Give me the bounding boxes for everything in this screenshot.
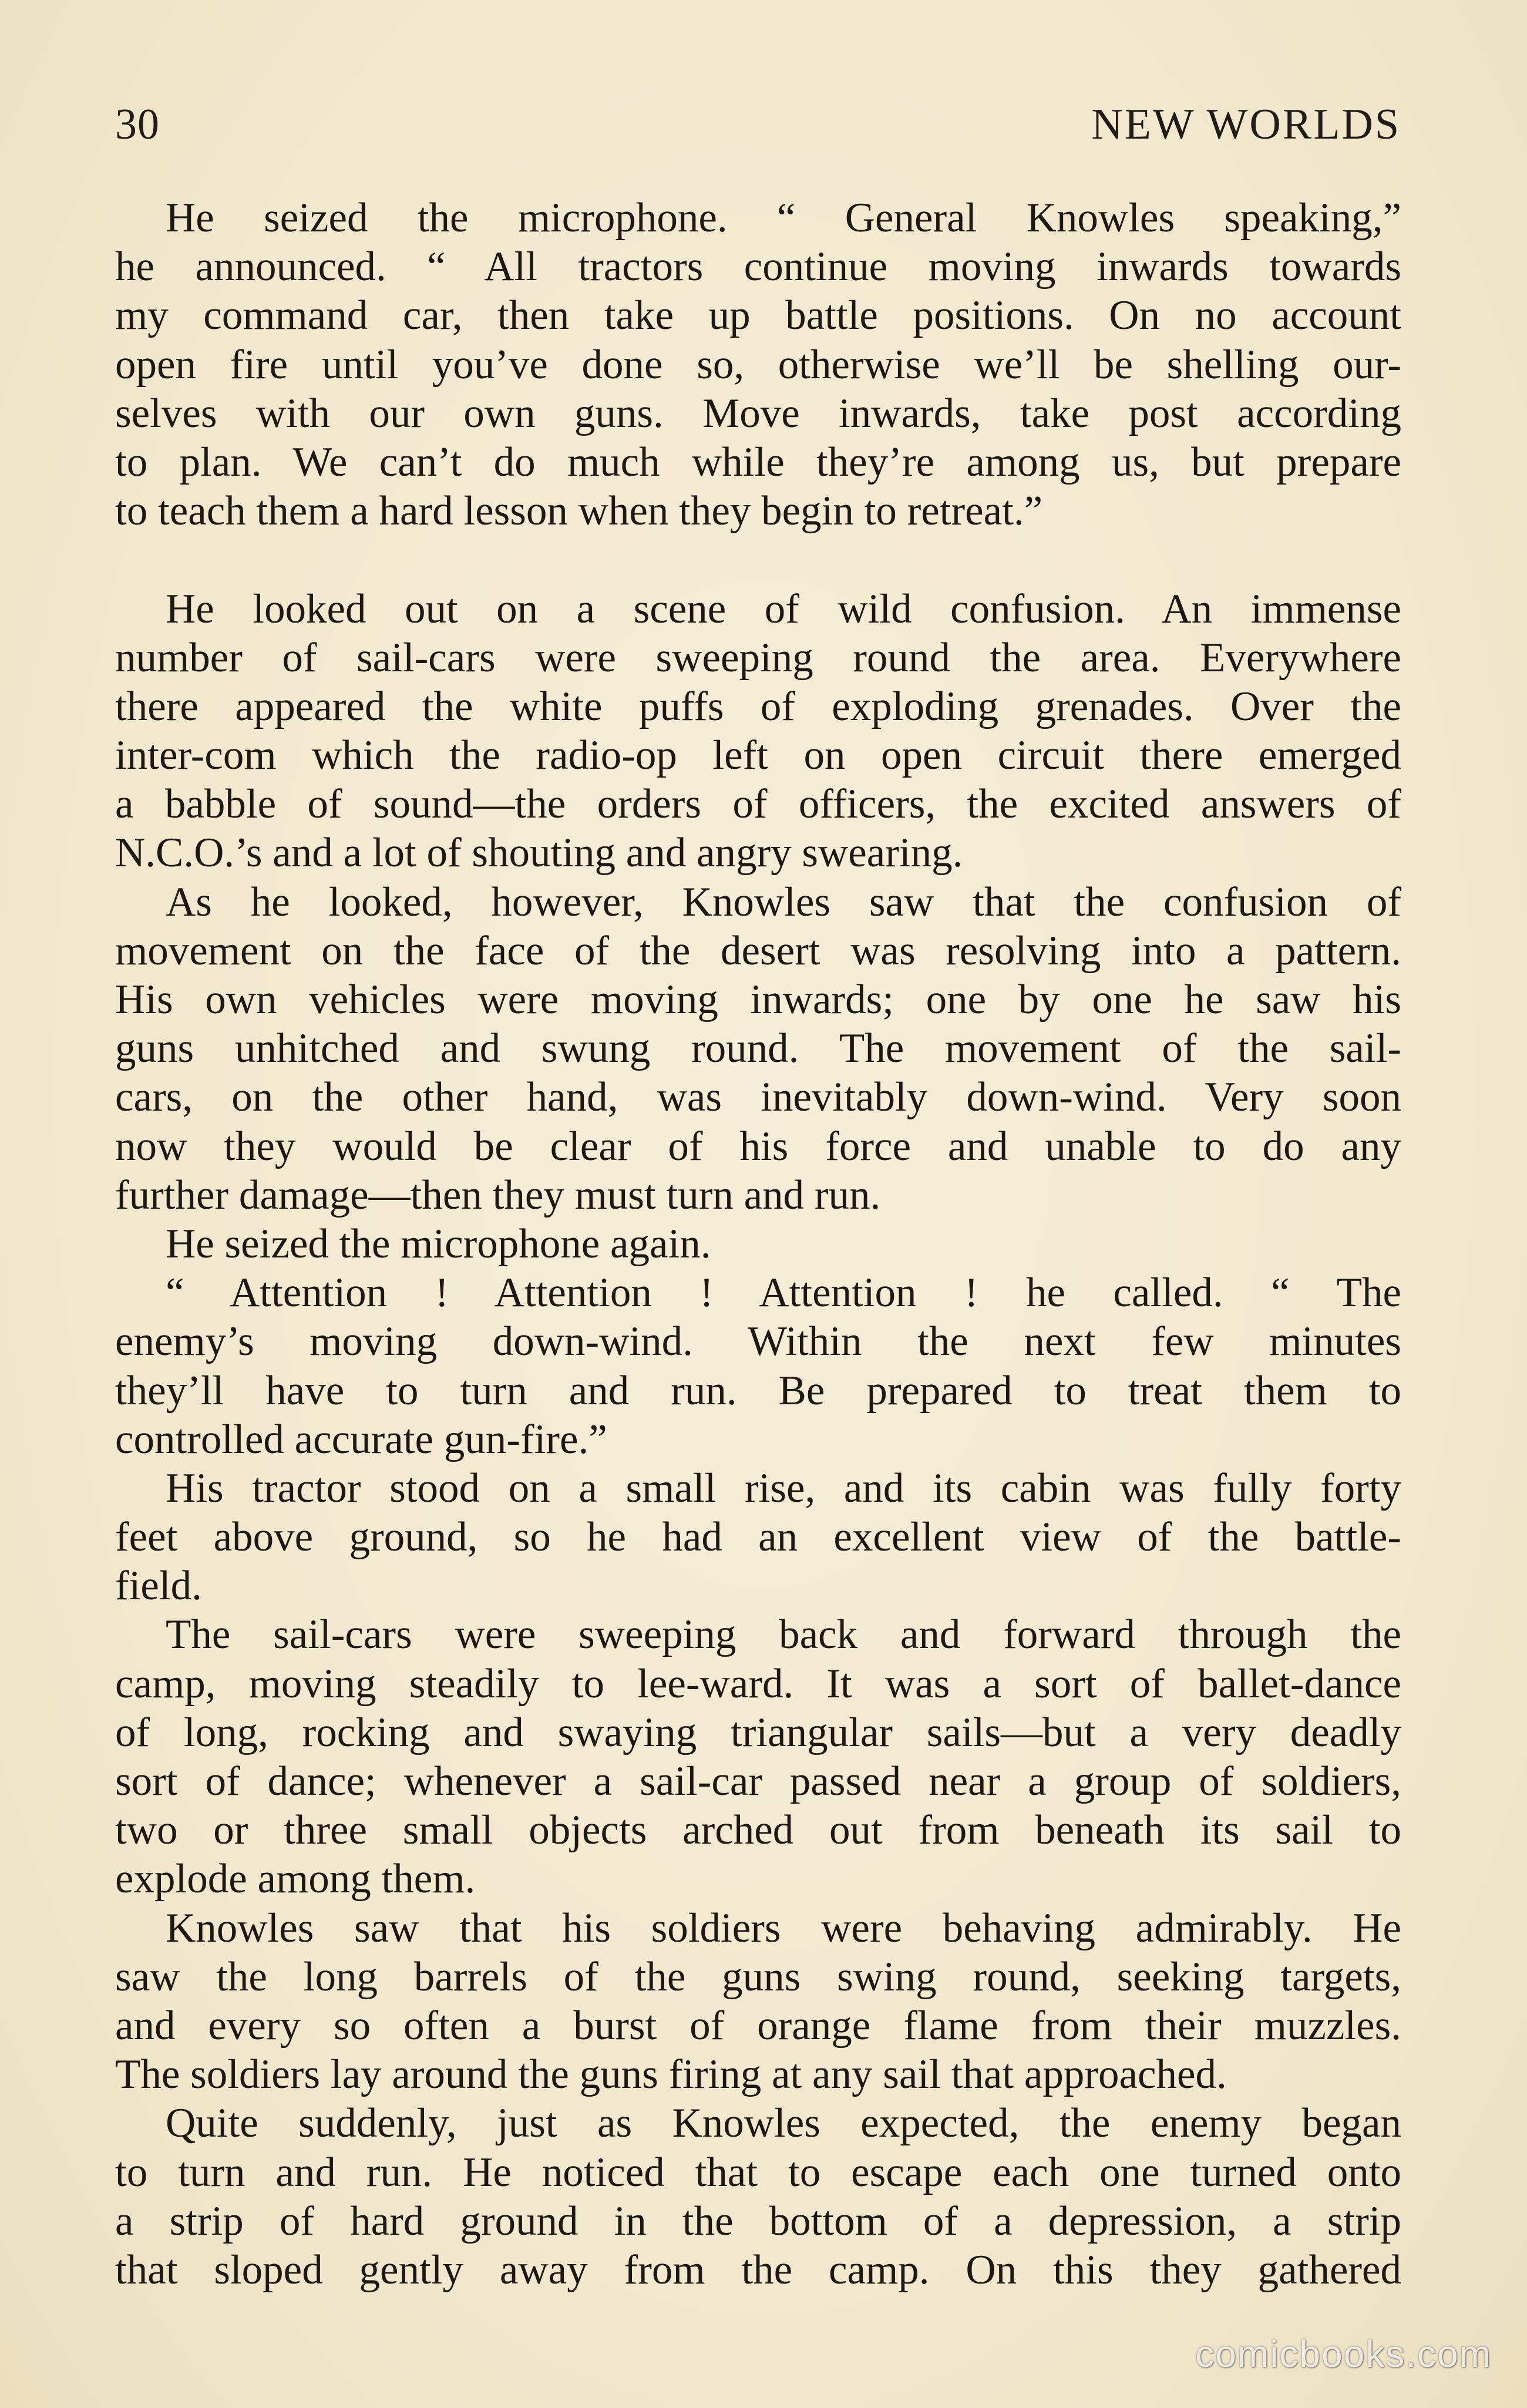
text-line: and every so often a burst of orange flame from their muzzles. — [115, 2002, 1401, 2049]
text-line: feet above ground, so he had an excellent view of the battle- — [115, 1514, 1401, 1561]
text-line: a strip of hard ground in the bottom of a depression, a strip — [115, 2198, 1401, 2244]
watermark: comicbooks.com — [1195, 2333, 1492, 2375]
text-line: now they would be clear of his force and unable to do any — [115, 1123, 1401, 1169]
text-line: that sloped gently away from the camp. On this they gathered — [115, 2246, 1401, 2293]
text-line: my command car, then take up battle positions. On no account — [115, 292, 1401, 339]
text-line: they’ll have to turn and run. Be prepared to treat them to — [115, 1367, 1401, 1414]
text-line: explode among them. — [115, 1856, 476, 1902]
text-line: open fire until you’ve done so, otherwise we’ll be shelling our- — [115, 341, 1401, 388]
text-line: N.C.O.’s and a lot of shouting and angry swearing. — [115, 830, 963, 876]
body-text — [115, 194, 1401, 2295]
text-line: He seized the microphone. “ General Knowles speaking,” — [166, 195, 1401, 241]
page-number: 30 — [115, 100, 160, 149]
running-head: NEW WORLDS — [1091, 100, 1401, 149]
text-line: cars, on the other hand, was inevitably down-wind. Very soon — [115, 1074, 1401, 1121]
text-line: to turn and run. He noticed that to escape each one turned onto — [115, 2149, 1401, 2195]
text-line: The soldiers lay around the guns firing at any sail that approached. — [115, 2051, 1227, 2098]
text-line: He seized the microphone again. — [166, 1220, 711, 1267]
text-line: Quite suddenly, just as Knowles expected, the enemy began — [166, 2100, 1401, 2147]
text-line: of long, rocking and swaying triangular sails—but a very deadly — [115, 1709, 1401, 1755]
text-line: sort of dance; whenever a sail-car passed near a group of soldiers, — [115, 1758, 1401, 1804]
text-line: His own vehicles were moving inwards; one by one he saw his — [115, 977, 1401, 1023]
text-line: field. — [115, 1563, 202, 1609]
text-line: “ Attention ! Attention ! Attention ! he called. “ The — [166, 1270, 1401, 1316]
text-line: there appeared the white puffs of exploding grenades. Over the — [115, 683, 1401, 729]
text-line: to plan. We can’t do much while they’re among us, but prepare — [115, 439, 1401, 485]
text-line: Knowles saw that his soldiers were behaving admirably. He — [166, 1905, 1401, 1951]
text-line: The sail-cars were sweeping back and forward through the — [166, 1612, 1401, 1658]
text-line: number of sail-cars were sweeping round the area. Everywhere — [115, 634, 1401, 681]
text-line: two or three small objects arched out from beneath its sail to — [115, 1807, 1401, 1854]
text-line: His tractor stood on a small rise, and its cabin was fully forty — [166, 1465, 1401, 1511]
text-line: a babble of sound—the orders of officers, the excited answers of — [115, 781, 1401, 828]
text-line: he announced. “ All tractors continue moving inwards towards — [115, 244, 1401, 290]
text-line: saw the long barrels of the guns swing round, seeking targets, — [115, 1953, 1401, 2000]
text-line: As he looked, however, Knowles saw that the confusion of — [166, 879, 1401, 925]
text-line: guns unhitched and swung round. The movement of the sail- — [115, 1025, 1401, 1072]
text-line: movement on the face of the desert was resolving into a pattern. — [115, 927, 1401, 974]
text-line: enemy’s moving down-wind. Within the next few minutes — [115, 1319, 1401, 1365]
text-line: inter-com which the radio-op left on open circuit there emerged — [115, 732, 1401, 779]
text-line: controlled accurate gun-fire.” — [115, 1416, 607, 1462]
text-line: further damage—then they must turn and run. — [115, 1172, 881, 1218]
text-line: to teach them a hard lesson when they begin to retreat.” — [115, 488, 1043, 534]
text-line: He looked out on a scene of wild confusion. An immense — [166, 586, 1401, 632]
text-line: camp, moving steadily to lee-ward. It was a sort of ballet-dance — [115, 1660, 1401, 1707]
text-line: selves with our own guns. Move inwards, take post according — [115, 390, 1401, 436]
paragraph-gap — [115, 536, 1401, 584]
